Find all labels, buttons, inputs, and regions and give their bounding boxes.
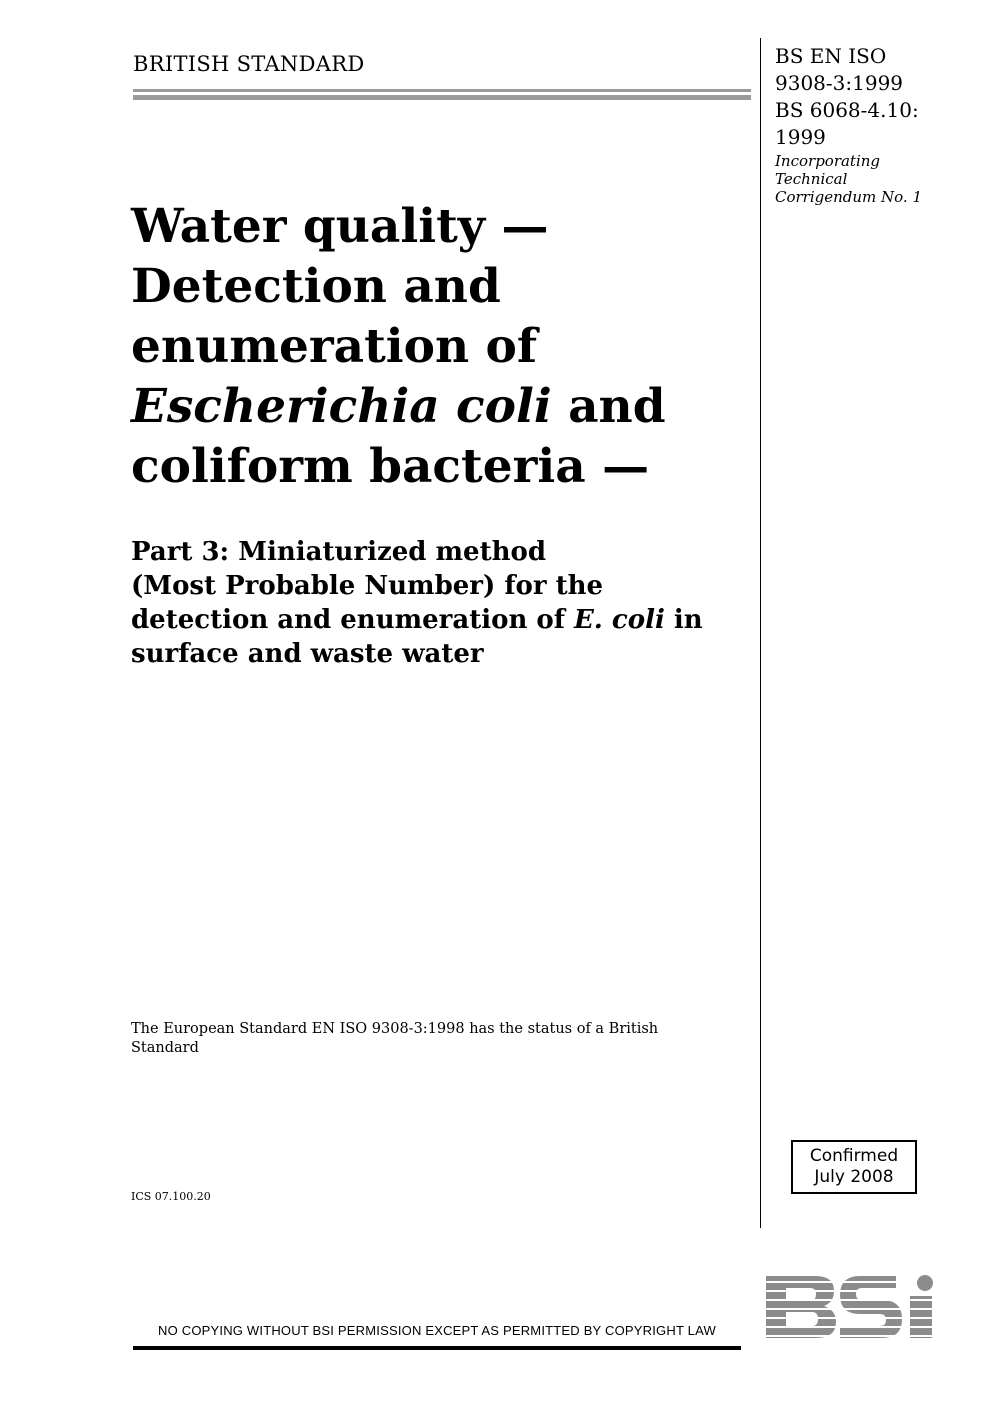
title-organism-name: Escherichia coli <box>131 379 552 434</box>
subtitle-organism-name: E. coli <box>573 605 665 635</box>
confirmed-stamp <box>791 1140 917 1194</box>
document-header-label: BRITISH STANDARD <box>133 52 365 76</box>
subtitle-line <box>131 603 756 637</box>
corrigendum-note-line: Technical <box>775 170 848 188</box>
standard-number-line: BS EN ISO <box>775 44 887 68</box>
title-line <box>131 377 751 437</box>
subtitle-line: surface and waste water <box>131 639 484 669</box>
standard-identifier-block <box>775 43 985 206</box>
confirmed-label: Confirmed <box>809 1146 899 1166</box>
standard-number-line: BS 6068-4.10: <box>775 98 919 122</box>
bsi-logo <box>764 1274 942 1340</box>
corrigendum-note <box>775 152 985 206</box>
subtitle-line: (Most Probable Number) for the <box>131 571 604 601</box>
header-rule-thick <box>133 95 751 100</box>
status-note: The European Standard EN ISO 9308-3:1998 has the status of a British Standard <box>131 1021 659 1056</box>
title-line: Detection and <box>131 259 501 314</box>
copyright-notice: NO COPYING WITHOUT BSI PERMISSION EXCEPT AS PERMITTED BY COPYRIGHT LAW <box>158 1323 716 1338</box>
corrigendum-note-line: Corrigendum No. 1 <box>775 188 923 206</box>
subtitle-text: in <box>664 605 703 635</box>
standard-number-line: 9308-3:1999 <box>775 71 904 95</box>
footer-rule <box>133 1346 741 1350</box>
title-line: enumeration of <box>131 319 538 374</box>
ics-code: ICS 07.100.20 <box>131 1190 211 1203</box>
column-divider <box>760 38 761 1228</box>
document-subtitle <box>131 535 756 671</box>
title-line-rest: and <box>551 379 666 434</box>
standard-number-line: 1999 <box>775 125 826 149</box>
title-line: Water quality — <box>131 199 549 254</box>
header-rule-thin <box>133 89 751 92</box>
title-line: coliform bacteria — <box>131 439 650 494</box>
document-title <box>131 197 751 497</box>
confirmed-date: July 2008 <box>814 1167 894 1187</box>
corrigendum-note-line: Incorporating <box>775 152 881 170</box>
subtitle-text: detection and enumeration of <box>131 605 574 635</box>
subtitle-line: Part 3: Miniaturized method <box>131 537 546 567</box>
